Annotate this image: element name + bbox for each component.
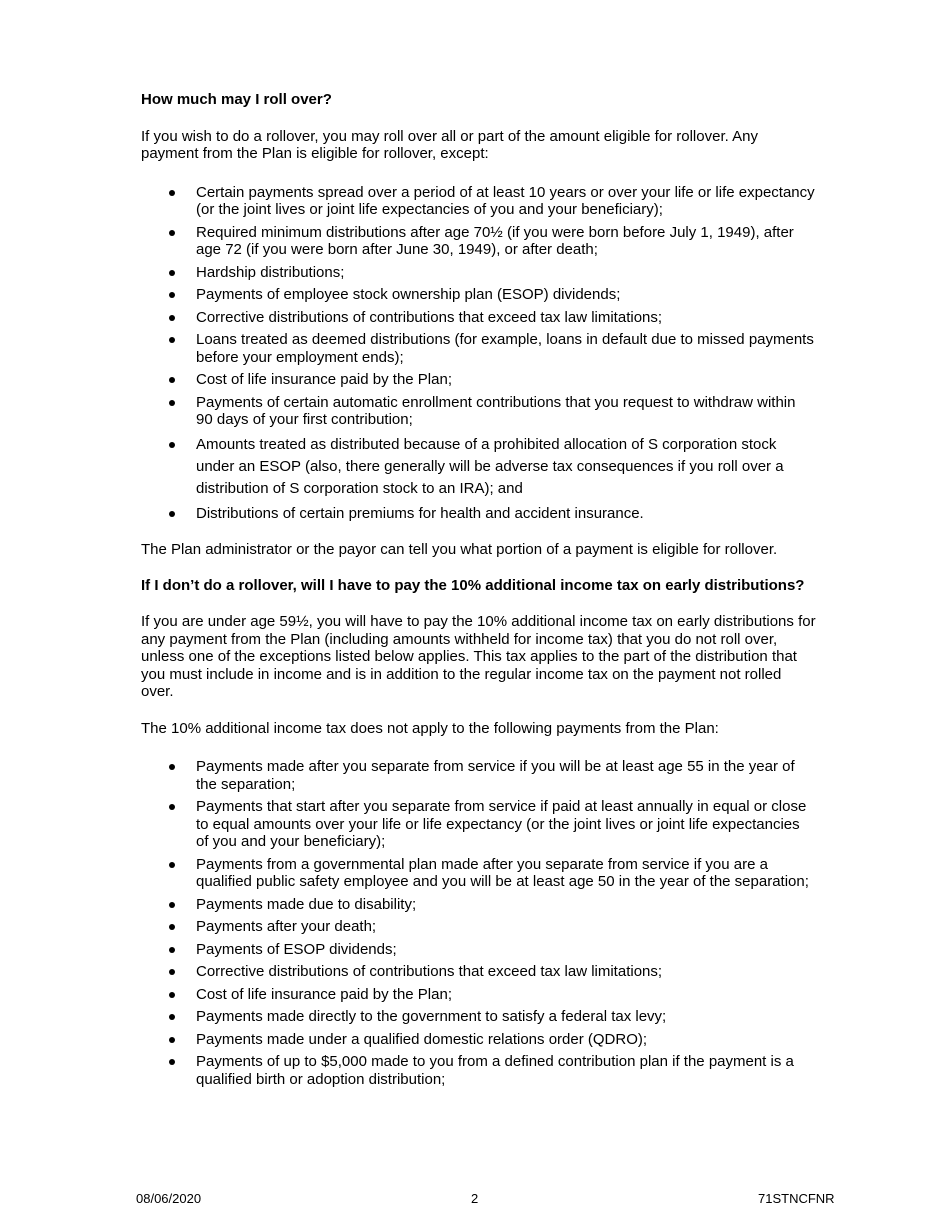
section-heading-additional-tax: If I don’t do a rollover, will I have to pay the 10% additional income tax on early distributions? [141,576,805,594]
list-item: Certain payments spread over a period of at least 10 years or over your life or life expectancy (or the joint lives or joint life expectancies of you and your beneficiary); [141,184,816,219]
footer-page-number: 2 [471,1191,479,1206]
list-item: Distributions of certain premiums for health and accident insurance. [141,505,816,523]
list-item: Cost of life insurance paid by the Plan; [141,986,816,1004]
bullet-icon [169,377,175,383]
list-item: Payments made directly to the government to satisfy a federal tax levy; [141,1008,816,1026]
footer-form-code: 71STNCFNR [758,1191,835,1206]
bullet-icon [169,270,175,276]
list-item: Payments made under a qualified domestic relations order (QDRO); [141,1031,816,1049]
list-item: Payments made due to disability; [141,896,816,914]
list-item: Corrective distributions of contributions that exceed tax law limitations; [141,309,816,327]
bullet-icon [169,969,175,975]
list-item: Corrective distributions of contributions that exceed tax law limitations; [141,963,816,981]
bullet-icon [169,315,175,321]
bullet-icon [169,511,175,517]
list-item: Payments of certain automatic enrollment contributions that you request to withdraw within 90 days of your first contribution; [141,394,816,429]
bullet-icon [169,337,175,343]
paragraph-rollover-intro: If you wish to do a rollover, you may roll over all or part of the amount eligible for rollover. Any payment from the Plan is eligible for rollover, except: [141,127,758,162]
list-item: Hardship distributions; [141,264,816,282]
list-item: Payments of employee stock ownership plan (ESOP) dividends; [141,286,816,304]
bullet-icon [169,924,175,930]
bullet-icon [169,190,175,196]
list-item: Loans treated as deemed distributions (for example, loans in default due to missed payments before your employment ends); [141,331,816,366]
bullet-icon [169,1037,175,1043]
bullet-icon [169,862,175,868]
list-item: Payments that start after you separate from service if paid at least annually in equal or close to equal amounts over your life or life expectancy (or the joint lives or joint life expectancies of you and your beneficiary); [141,798,816,851]
list-item: Payments made after you separate from service if you will be at least age 55 in the year of the separation; [141,758,816,793]
bullet-icon [169,230,175,236]
bullet-icon [169,992,175,998]
list-item: Cost of life insurance paid by the Plan; [141,371,816,389]
list-item: Payments of ESOP dividends; [141,941,816,959]
rollover-exceptions-list [141,184,816,523]
paragraph-additional-tax: If you are under age 59½, you will have to pay the 10% additional income tax on early distributions for any payment from the Plan (including amounts withheld for income tax) that you do not roll over, unless one of the exceptions listed below applies. This tax applies to the part of the distribution that you must include in income and is in addition to the regular income tax on the payment not rolled over. [141,613,816,700]
list-item: Payments after your death; [141,918,816,936]
list-item: Payments of up to $5,000 made to you from a defined contribution plan if the payment is a qualified birth or adoption distribution; [141,1053,816,1088]
bullet-icon [169,764,175,770]
paragraph-tax-exceptions-intro: The 10% additional income tax does not apply to the following payments from the Plan: [141,719,719,737]
document-page [141,91,816,1093]
footer-date: 08/06/2020 [136,1191,202,1206]
list-item: Amounts treated as distributed because of a prohibited allocation of S corporation stock under an ESOP (also, there generally will be adverse tax consequences if you roll over a distribution of S corporation stock to an IRA); and [141,434,816,500]
bullet-icon [169,804,175,810]
bullet-icon [169,1014,175,1020]
paragraph-rollover-portion: The Plan administrator or the payor can tell you what portion of a payment is eligible for rollover. [141,541,778,558]
section-heading-rollover-amount: How much may I roll over? [141,91,332,108]
bullet-icon [169,947,175,953]
bullet-icon [169,442,175,448]
list-item: Payments from a governmental plan made after you separate from service if you are a qualified public safety employee and you will be at least age 50 in the year of the separation; [141,856,816,891]
bullet-icon [169,400,175,406]
bullet-icon [169,1059,175,1065]
tax-exceptions-list [141,758,816,1088]
bullet-icon [169,902,175,908]
bullet-icon [169,292,175,298]
list-item: Required minimum distributions after age 70½ (if you were born before July 1, 1949), after age 72 (if you were born after June 30, 1949), or after death; [141,224,816,259]
